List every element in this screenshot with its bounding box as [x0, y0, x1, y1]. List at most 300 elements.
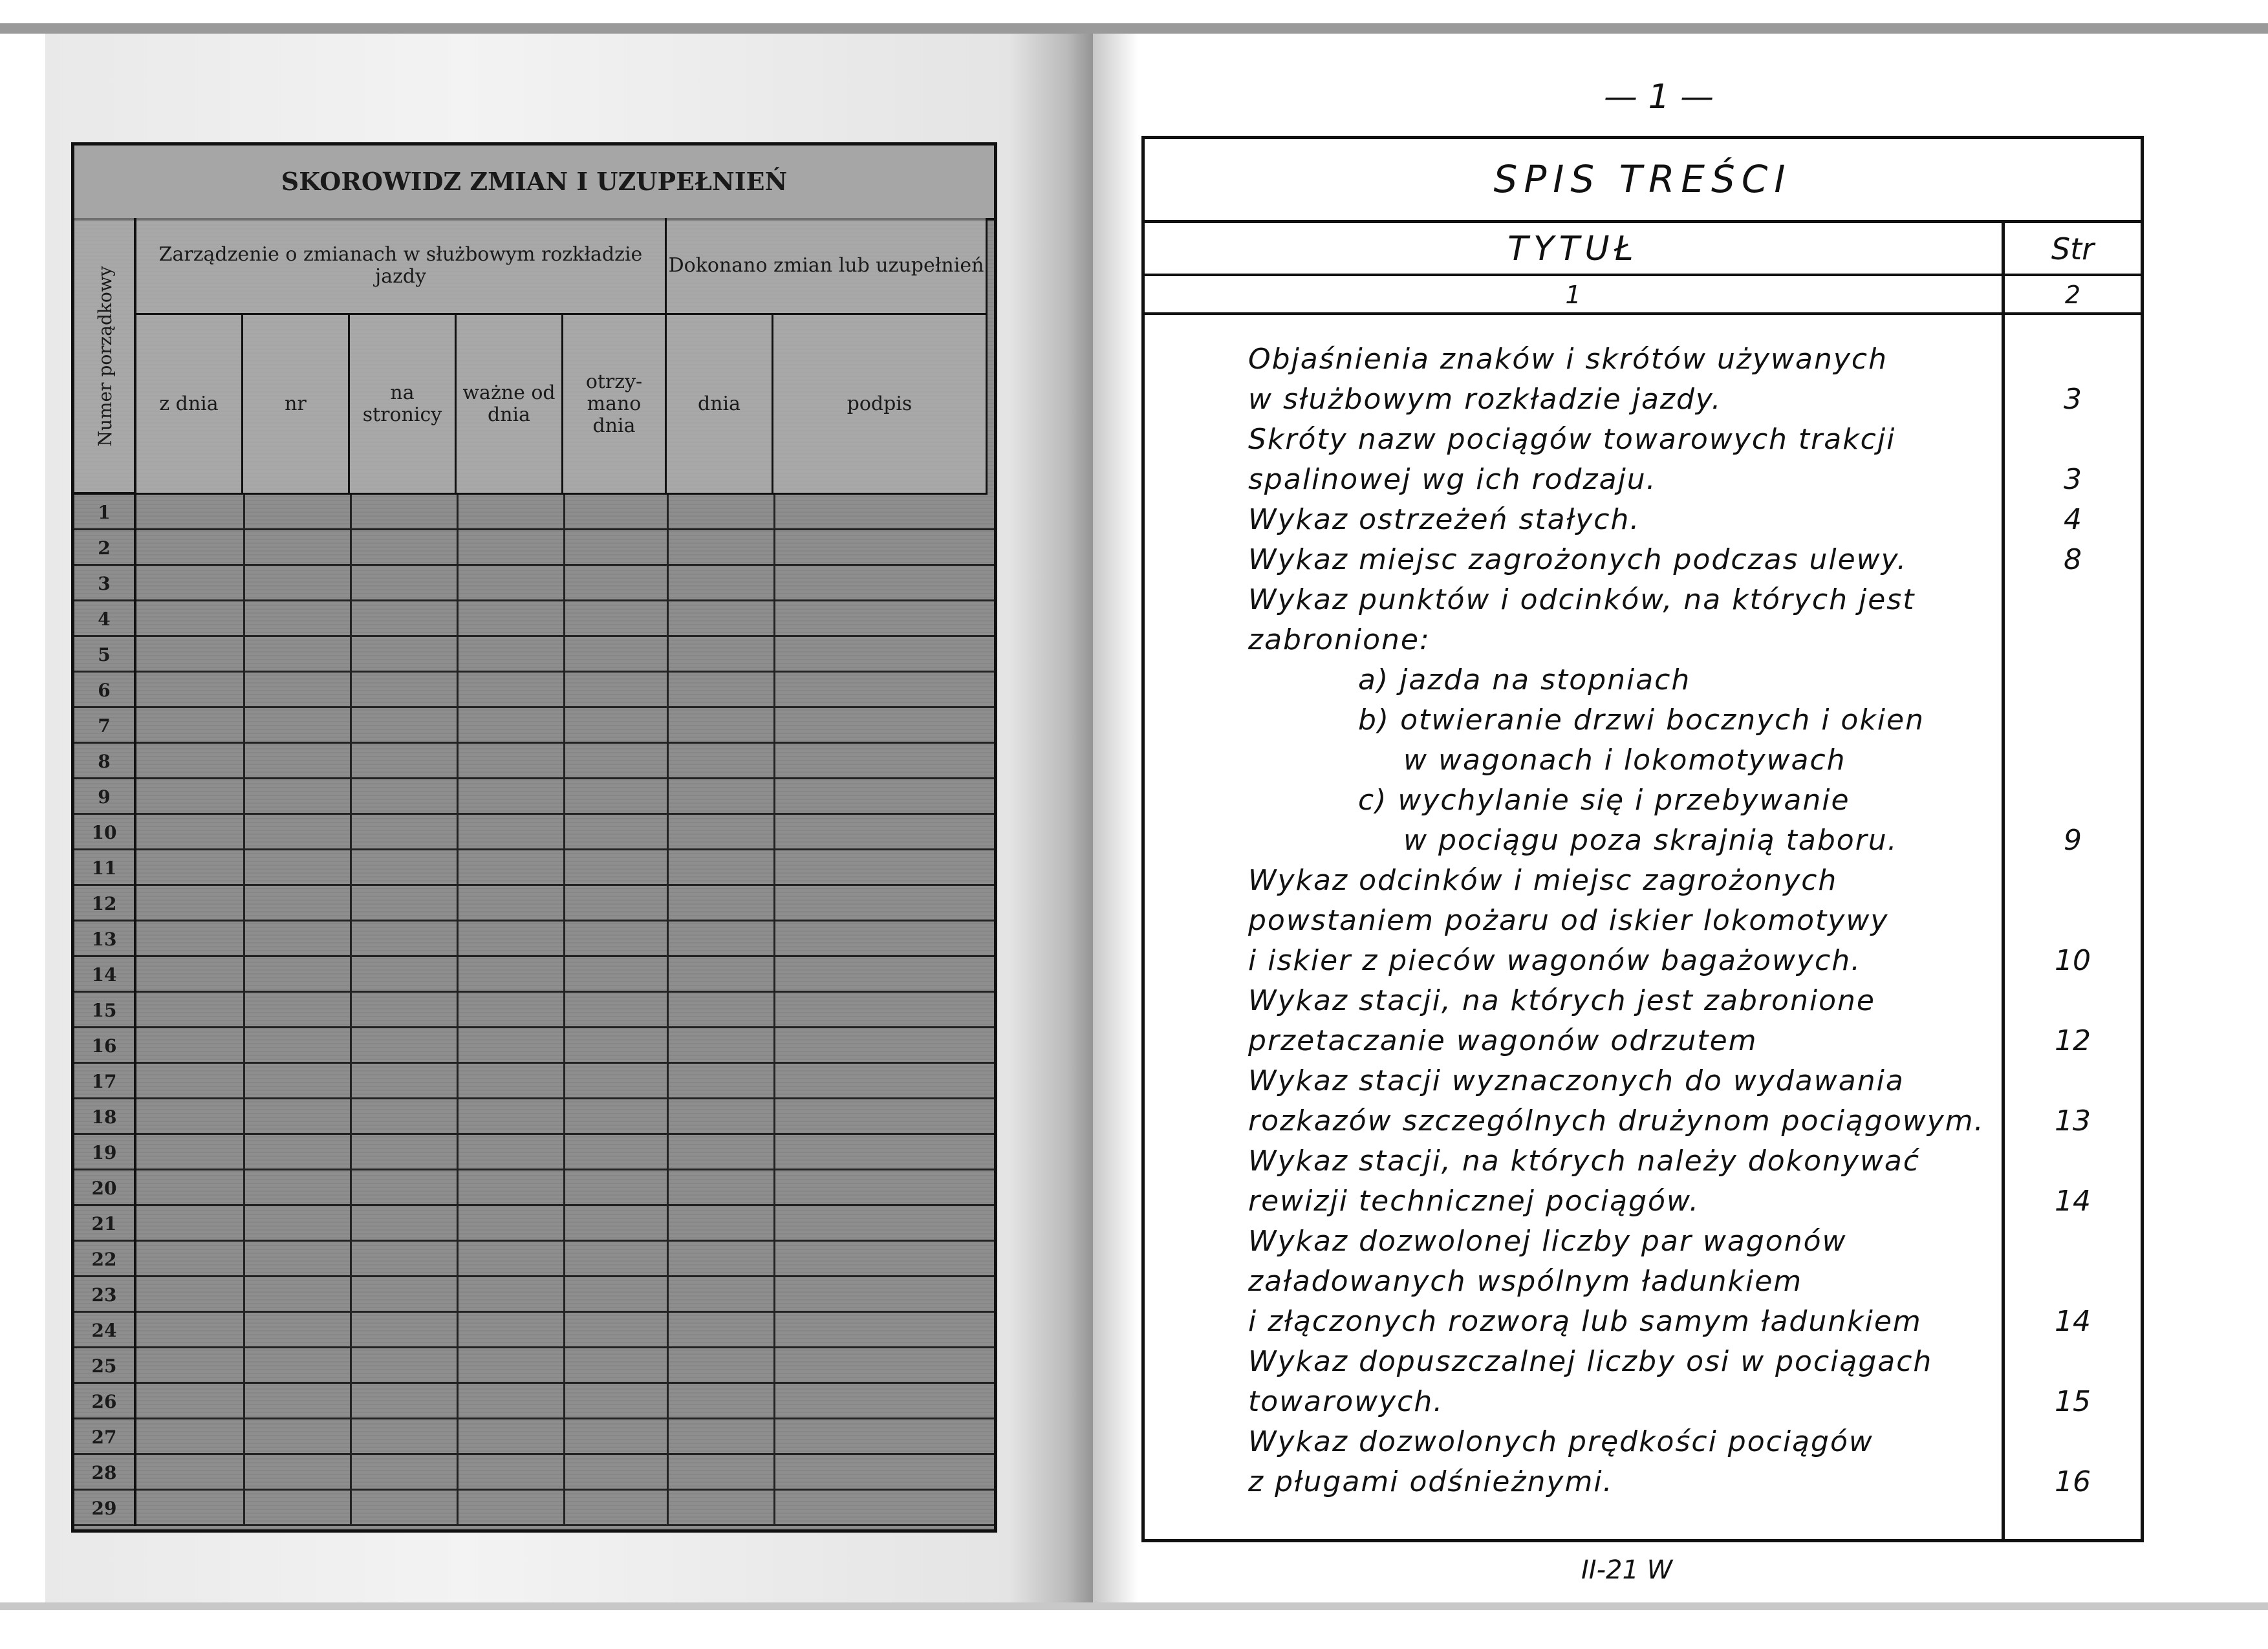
toc-entry-text: przetaczanie wagonów odrzutem	[1248, 1024, 1758, 1057]
cell-divider	[243, 744, 245, 779]
cell-divider	[563, 601, 565, 637]
toc-entry	[1145, 700, 2141, 740]
table-row	[74, 1313, 994, 1348]
toc-entry-text: Wykaz dozwolonej liczby par wagonów	[1248, 1225, 1847, 1258]
cell-divider	[773, 1419, 775, 1455]
cell-divider	[350, 1419, 352, 1455]
row-number: 13	[74, 921, 136, 957]
row-number: 17	[74, 1064, 136, 1099]
cell-divider	[243, 708, 245, 744]
cell-divider	[350, 921, 352, 957]
cell-divider	[350, 495, 352, 530]
cell-divider	[667, 1313, 669, 1348]
cell-divider	[457, 1028, 459, 1064]
cell-divider	[457, 530, 459, 566]
toc-entry	[1145, 1101, 2141, 1141]
cell-divider	[243, 1028, 245, 1064]
cell-divider	[457, 993, 459, 1028]
toc-entry-text: b) otwieranie drzwi bocznych i okien	[1358, 704, 1925, 737]
row-number: 8	[74, 744, 136, 779]
toc-entry-page: 3	[2064, 463, 2082, 496]
toc-column-title: TYTUŁ	[1507, 230, 1639, 268]
cell-divider	[350, 1135, 352, 1170]
toc-entry	[1145, 500, 2141, 540]
toc-entry	[1145, 941, 2141, 981]
cell-divider	[667, 708, 669, 744]
cell-divider	[243, 815, 245, 850]
table-of-contents	[1141, 136, 2144, 1542]
cell-divider	[563, 921, 565, 957]
cell-divider	[773, 1384, 775, 1419]
toc-entry	[1145, 1021, 2141, 1061]
cell-divider	[457, 1491, 459, 1526]
cell-divider	[773, 779, 775, 815]
cell-divider	[773, 744, 775, 779]
toc-entry	[1145, 580, 2141, 620]
toc-entry	[1145, 420, 2141, 460]
toc-entry-text: Wykaz dopuszczalnej liczby osi w pociągach	[1248, 1345, 1933, 1378]
row-number: 19	[74, 1135, 136, 1170]
row-number: 5	[74, 637, 136, 673]
cell-divider	[563, 815, 565, 850]
row-number: 28	[74, 1455, 136, 1491]
cell-divider	[773, 1242, 775, 1277]
left-page-gutter-shadow	[1009, 34, 1093, 1602]
toc-entry	[1145, 1181, 2141, 1222]
cell-divider	[350, 1348, 352, 1384]
table-rows	[74, 495, 994, 1526]
cell-divider	[243, 1384, 245, 1419]
table-row	[74, 779, 994, 815]
toc-entry-page: 4	[2064, 503, 2082, 536]
row-number: 24	[74, 1313, 136, 1348]
cell-divider	[350, 957, 352, 993]
row-number: 25	[74, 1348, 136, 1384]
toc-entry-text: Wykaz punktów i odcinków, na których jest	[1248, 583, 1916, 616]
cell-divider	[457, 708, 459, 744]
cell-divider	[350, 1028, 352, 1064]
cell-divider	[243, 886, 245, 921]
cell-divider	[243, 495, 245, 530]
cell-divider	[667, 1348, 669, 1384]
cell-divider	[243, 1135, 245, 1170]
cell-divider	[667, 637, 669, 673]
toc-title: SPIS TREŚCI	[1493, 157, 1792, 201]
toc-entry	[1145, 660, 2141, 700]
cell-divider	[350, 886, 352, 921]
cell-divider	[457, 1455, 459, 1491]
cell-divider	[563, 886, 565, 921]
cell-divider	[563, 1491, 565, 1526]
cell-divider	[563, 1419, 565, 1455]
toc-entry-text: załadowanych wspólnym ładunkiem	[1248, 1265, 1803, 1298]
cell-divider	[667, 1099, 669, 1135]
cell-divider	[773, 673, 775, 708]
cell-divider	[350, 708, 352, 744]
cell-divider	[773, 1064, 775, 1099]
cell-divider	[667, 1455, 669, 1491]
cell-divider	[350, 1206, 352, 1242]
cell-divider	[563, 1099, 565, 1135]
table-row	[74, 1028, 994, 1064]
toc-entry	[1145, 821, 2141, 861]
table-row	[74, 1135, 994, 1170]
cell-divider	[667, 744, 669, 779]
toc-entry-page: 12	[2055, 1024, 2091, 1057]
cell-divider	[563, 957, 565, 993]
cell-divider	[243, 1277, 245, 1313]
cell-divider	[773, 993, 775, 1028]
cell-divider	[350, 779, 352, 815]
cell-divider	[667, 495, 669, 530]
cell-divider	[563, 673, 565, 708]
toc-entry-page: 3	[2064, 383, 2082, 416]
row-number: 10	[74, 815, 136, 850]
toc-entry-text: c) wychylanie się i przebywanie	[1358, 784, 1850, 817]
toc-entry	[1145, 339, 2141, 380]
toc-entry-text: Wykaz dozwolonych prędkości pociągów	[1248, 1425, 1874, 1458]
cell-divider	[773, 530, 775, 566]
table-row	[74, 993, 994, 1028]
table-row	[74, 815, 994, 850]
cell-divider	[457, 957, 459, 993]
table-row	[74, 530, 994, 566]
cell-divider	[243, 566, 245, 601]
cell-divider	[243, 1064, 245, 1099]
cell-divider	[667, 1491, 669, 1526]
cell-divider	[243, 673, 245, 708]
cell-divider	[350, 1099, 352, 1135]
cell-divider	[457, 886, 459, 921]
cell-divider	[457, 495, 459, 530]
header-podpis: podpis	[773, 315, 988, 495]
table-row	[74, 1206, 994, 1242]
table-row	[74, 566, 994, 601]
table-row	[74, 1242, 994, 1277]
cell-divider	[563, 566, 565, 601]
toc-entry-text: Skróty nazw pociągów towarowych trakcji	[1248, 423, 1896, 456]
row-number: 15	[74, 993, 136, 1028]
cell-divider	[773, 708, 775, 744]
cell-divider	[563, 1277, 565, 1313]
table-row	[74, 708, 994, 744]
cell-divider	[350, 744, 352, 779]
toc-entry	[1145, 620, 2141, 660]
table-row	[74, 1419, 994, 1455]
cell-divider	[667, 1064, 669, 1099]
table-row	[74, 957, 994, 993]
table-row	[74, 1064, 994, 1099]
toc-entry-text: rozkazów szczególnych drużynom pociągowym.	[1248, 1105, 1985, 1137]
toc-entry	[1145, 781, 2141, 821]
cell-divider	[243, 850, 245, 886]
cell-divider	[773, 1028, 775, 1064]
cell-divider	[667, 601, 669, 637]
toc-column-title-number: 1	[1565, 281, 1581, 309]
cell-divider	[350, 993, 352, 1028]
cell-divider	[563, 708, 565, 744]
toc-entry	[1145, 1061, 2141, 1101]
toc-column-page: Str	[2051, 232, 2095, 266]
cell-divider	[563, 495, 565, 530]
toc-entry-text: powstaniem pożaru od iskier lokomotywy	[1248, 904, 1889, 937]
toc-entry	[1145, 1462, 2141, 1502]
cell-divider	[667, 1242, 669, 1277]
cell-divider	[243, 1348, 245, 1384]
table-row	[74, 921, 994, 957]
cell-divider	[350, 1491, 352, 1526]
scan-top-edge	[0, 23, 2268, 34]
cell-divider	[773, 1313, 775, 1348]
cell-divider	[350, 530, 352, 566]
toc-entry-text: w służbowym rozkładzie jazdy.	[1248, 383, 1722, 416]
cell-divider	[667, 957, 669, 993]
row-number: 2	[74, 530, 136, 566]
cell-divider	[667, 1384, 669, 1419]
toc-entry-text: towarowych.	[1248, 1385, 1444, 1418]
row-number: 21	[74, 1206, 136, 1242]
cell-divider	[243, 637, 245, 673]
cell-divider	[563, 779, 565, 815]
cell-divider	[773, 495, 775, 530]
toc-entry-text: Wykaz stacji, na których jest zabronione	[1248, 984, 1875, 1017]
cell-divider	[563, 1348, 565, 1384]
row-number: 20	[74, 1170, 136, 1206]
cell-divider	[773, 1348, 775, 1384]
divider	[1145, 312, 2141, 315]
row-number: 14	[74, 957, 136, 993]
toc-entry-text: Wykaz odcinków i miejsc zagrożonych	[1248, 864, 1838, 897]
toc-entry-page: 9	[2064, 824, 2082, 857]
toc-entry-text: Wykaz stacji, na których należy dokonywać	[1248, 1145, 1921, 1178]
cell-divider	[773, 637, 775, 673]
cell-divider	[773, 601, 775, 637]
cell-divider	[457, 815, 459, 850]
cell-divider	[667, 815, 669, 850]
cell-divider	[243, 530, 245, 566]
toc-entry	[1145, 380, 2141, 420]
cell-divider	[350, 1170, 352, 1206]
cell-divider	[350, 815, 352, 850]
toc-entry-page: 16	[2055, 1465, 2091, 1498]
cell-divider	[563, 1455, 565, 1491]
cell-divider	[457, 601, 459, 637]
cell-divider	[773, 850, 775, 886]
header-numer-porzadkowy	[74, 218, 136, 495]
toc-entry-text: Wykaz stacji wyznaczonych do wydawania	[1248, 1064, 1905, 1097]
table-row	[74, 1348, 994, 1384]
cell-divider	[350, 850, 352, 886]
cell-divider	[773, 957, 775, 993]
row-number: 18	[74, 1099, 136, 1135]
cell-divider	[243, 1455, 245, 1491]
table-row	[74, 1384, 994, 1419]
cell-divider	[667, 886, 669, 921]
page-number: — 1 —	[1604, 78, 1714, 116]
cell-divider	[457, 779, 459, 815]
cell-divider	[667, 530, 669, 566]
toc-entry-text: i złączonych rozworą lub samym ładunkiem	[1248, 1305, 1922, 1338]
cell-divider	[773, 1206, 775, 1242]
toc-entry-text: Wykaz miejsc zagrożonych podczas ulewy.	[1248, 543, 1908, 576]
cell-divider	[350, 1384, 352, 1419]
toc-entry	[1145, 1262, 2141, 1302]
cell-divider	[457, 1135, 459, 1170]
cell-divider	[667, 921, 669, 957]
toc-entry-page: 13	[2055, 1105, 2091, 1137]
header-dnia: dnia	[667, 315, 773, 495]
table-row	[74, 1170, 994, 1206]
cell-divider	[667, 1277, 669, 1313]
row-number: 11	[74, 850, 136, 886]
header-otrzymano-dnia: otrzy- mano dnia	[563, 315, 667, 495]
cell-divider	[667, 673, 669, 708]
table-row	[74, 744, 994, 779]
toc-entries	[1145, 339, 2141, 1502]
toc-entry	[1145, 460, 2141, 500]
cell-divider	[457, 744, 459, 779]
toc-column-page-number: 2	[2064, 281, 2081, 309]
cell-divider	[563, 637, 565, 673]
table-row	[74, 637, 994, 673]
cell-divider	[773, 1455, 775, 1491]
cell-divider	[667, 1206, 669, 1242]
toc-entry	[1145, 861, 2141, 901]
toc-entry	[1145, 1422, 2141, 1462]
cell-divider	[563, 1028, 565, 1064]
row-number: 6	[74, 673, 136, 708]
table-row	[74, 601, 994, 637]
row-number: 12	[74, 886, 136, 921]
header-zarzadzenie: Zarządzenie o zmianach w służbowym rozkładzie jazdy	[136, 218, 667, 315]
cell-divider	[457, 1419, 459, 1455]
cell-divider	[563, 1384, 565, 1419]
cell-divider	[350, 637, 352, 673]
cell-divider	[773, 566, 775, 601]
cell-divider	[243, 1206, 245, 1242]
toc-entry-page: 14	[2055, 1305, 2091, 1338]
cell-divider	[243, 601, 245, 637]
cell-divider	[457, 1206, 459, 1242]
cell-divider	[667, 850, 669, 886]
cell-divider	[563, 1206, 565, 1242]
toc-entry	[1145, 1141, 2141, 1181]
toc-entry-text: Wykaz ostrzeżeń stałych.	[1248, 503, 1641, 536]
table-row	[74, 850, 994, 886]
change-index-title: SKOROWIDZ ZMIAN I UZUPEŁNIEŃ	[74, 146, 994, 221]
toc-entry-text: i iskier z pieców wagonów bagażowych.	[1248, 944, 1862, 977]
cell-divider	[350, 1455, 352, 1491]
toc-entry	[1145, 901, 2141, 941]
cell-divider	[457, 673, 459, 708]
cell-divider	[243, 1099, 245, 1135]
cell-divider	[350, 1064, 352, 1099]
table-row	[74, 1277, 994, 1313]
cell-divider	[243, 1419, 245, 1455]
cell-divider	[773, 921, 775, 957]
cell-divider	[350, 1277, 352, 1313]
header-dokonano: Dokonano zmian lub uzupełnień	[667, 218, 988, 315]
table-row	[74, 495, 994, 530]
cell-divider	[457, 1064, 459, 1099]
toc-entry-text: z pługami odśnieżnymi.	[1248, 1465, 1614, 1498]
toc-entry-text: zabronione:	[1248, 623, 1431, 656]
row-number: 27	[74, 1419, 136, 1455]
toc-entry-text: Objaśnienia znaków i skrótów używanych	[1248, 343, 1888, 376]
cell-divider	[667, 1028, 669, 1064]
cell-divider	[773, 1277, 775, 1313]
cell-divider	[457, 1242, 459, 1277]
cell-divider	[667, 993, 669, 1028]
change-index-table	[71, 142, 997, 1533]
cell-divider	[457, 1348, 459, 1384]
cell-divider	[243, 993, 245, 1028]
cell-divider	[667, 1419, 669, 1455]
cell-divider	[773, 815, 775, 850]
header-numer-label: Numer porządkowy	[94, 266, 116, 447]
cell-divider	[563, 744, 565, 779]
cell-divider	[457, 1384, 459, 1419]
row-number: 4	[74, 601, 136, 637]
cell-divider	[243, 1242, 245, 1277]
table-row	[74, 1099, 994, 1135]
cell-divider	[563, 993, 565, 1028]
cell-divider	[563, 1313, 565, 1348]
row-number: 22	[74, 1242, 136, 1277]
header-nr: nr	[243, 315, 350, 495]
toc-entry-page: 8	[2064, 543, 2082, 576]
cell-divider	[563, 850, 565, 886]
cell-divider	[350, 601, 352, 637]
cell-divider	[350, 1313, 352, 1348]
row-number: 9	[74, 779, 136, 815]
cell-divider	[243, 1170, 245, 1206]
toc-entry	[1145, 540, 2141, 580]
cell-divider	[350, 566, 352, 601]
toc-entry-page: 10	[2055, 944, 2091, 977]
cell-divider	[667, 1135, 669, 1170]
cell-divider	[563, 1242, 565, 1277]
row-number: 1	[74, 495, 136, 530]
cell-divider	[563, 1170, 565, 1206]
cell-divider	[457, 921, 459, 957]
toc-entry	[1145, 981, 2141, 1021]
cell-divider	[457, 1277, 459, 1313]
cell-divider	[457, 1313, 459, 1348]
header-na-stronicy: na stronicy	[350, 315, 457, 495]
cell-divider	[773, 1170, 775, 1206]
table-row	[74, 1491, 994, 1526]
row-number: 7	[74, 708, 136, 744]
header-wazne-od-dnia: ważne od dnia	[457, 315, 563, 495]
cell-divider	[243, 957, 245, 993]
row-number: 23	[74, 1277, 136, 1313]
cell-divider	[243, 1313, 245, 1348]
toc-entry	[1145, 1382, 2141, 1422]
table-row	[74, 673, 994, 708]
row-number: 26	[74, 1384, 136, 1419]
cell-divider	[243, 779, 245, 815]
cell-divider	[350, 1242, 352, 1277]
cell-divider	[457, 566, 459, 601]
scan-bottom-edge	[0, 1602, 2268, 1610]
toc-entry	[1145, 1302, 2141, 1342]
cell-divider	[563, 1135, 565, 1170]
row-number: 29	[74, 1491, 136, 1526]
row-number: 3	[74, 566, 136, 601]
toc-entry-page: 14	[2055, 1185, 2091, 1218]
cell-divider	[773, 1099, 775, 1135]
